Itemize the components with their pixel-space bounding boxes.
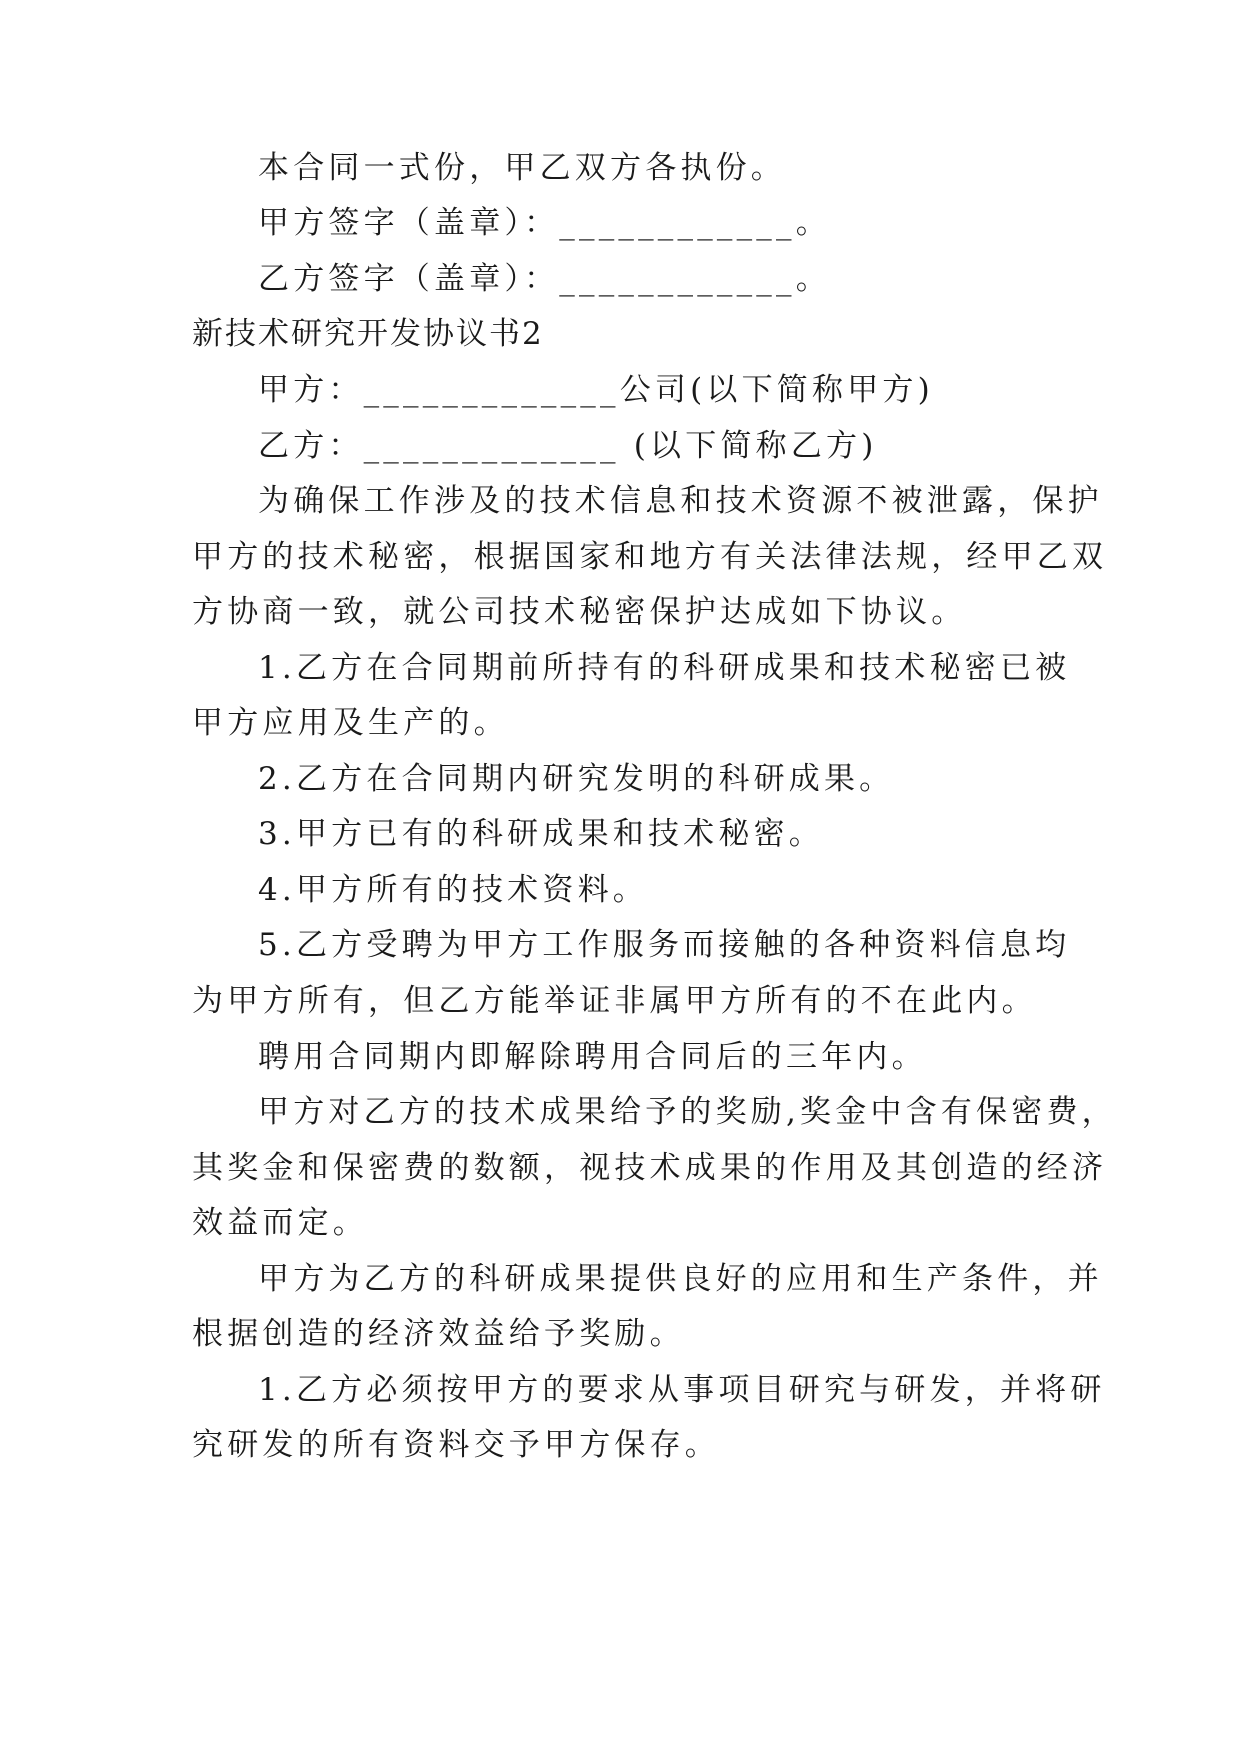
clause-1-line-1: 1.乙方在合同期前所持有的科研成果和技术秘密已被	[258, 650, 1071, 686]
conditions-clause-line-1: 甲方为乙方的科研成果提供良好的应用和生产条件，并	[258, 1261, 1103, 1297]
preamble-line-2: 甲方的技术秘密，根据国家和地方有关法律法规，经甲乙双	[192, 539, 1108, 575]
party-a-line: 甲方：_____________公司(以下简称甲方)	[258, 372, 934, 408]
clause-1-line-2: 甲方应用及生产的。	[192, 705, 509, 741]
clause-3: 3.甲方已有的科研成果和技术秘密。	[258, 816, 824, 852]
agreement-title: 新技术研究开发协议书2	[192, 316, 544, 352]
copies-clause: 本合同一式份，甲乙双方各执份。	[258, 150, 786, 186]
clause-2: 2.乙方在合同期内研究发明的科研成果。	[258, 761, 895, 797]
reward-clause-line-1: 甲方对乙方的技术成果给予的奖励,奖金中含有保密费，	[258, 1094, 1117, 1130]
preamble-line-3: 方协商一致，就公司技术秘密保护达成如下协议。	[192, 594, 967, 630]
conditions-clause-line-2: 根据创造的经济效益给予奖励。	[192, 1316, 685, 1352]
party-b-signature-line: 乙方签字（盖章）：____________。	[258, 261, 831, 297]
term-clause: 聘用合同期内即解除聘用合同后的三年内。	[258, 1039, 927, 1075]
clause-5-line-2: 为甲方所有，但乙方能举证非属甲方所有的不在此内。	[192, 983, 1037, 1019]
obligation-1-line-1: 1.乙方必须按甲方的要求从事项目研究与研发，并将研	[258, 1372, 1106, 1408]
clause-5-line-1: 5.乙方受聘为甲方工作服务而接触的各种资料信息均	[258, 927, 1071, 963]
obligation-1-line-2: 究研发的所有资料交予甲方保存。	[192, 1427, 720, 1463]
reward-clause-line-3: 效益而定。	[192, 1205, 368, 1241]
party-a-signature-line: 甲方签字（盖章）：____________。	[258, 205, 831, 241]
clause-4: 4.甲方所有的技术资料。	[258, 872, 648, 908]
preamble-line-1: 为确保工作涉及的技术信息和技术资源不被泄露，保护	[258, 483, 1103, 519]
party-b-line: 乙方：_____________ (以下简称乙方)	[258, 428, 878, 464]
reward-clause-line-2: 其奖金和保密费的数额，视技术成果的作用及其创造的经济	[192, 1150, 1108, 1186]
